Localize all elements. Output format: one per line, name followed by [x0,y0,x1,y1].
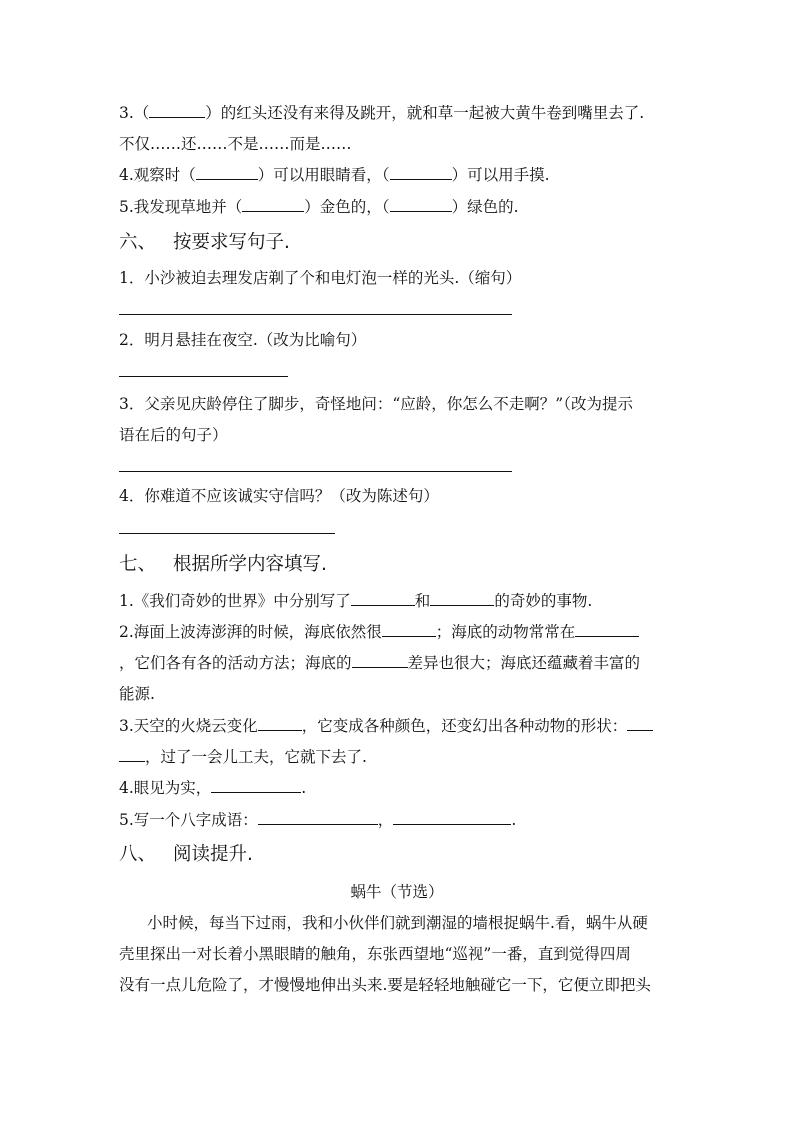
answer-blank[interactable] [382,622,436,637]
answer-blank[interactable] [575,622,639,637]
answer-blank[interactable] [258,810,378,825]
section-heading-8: 八、 阅读提升. [119,844,253,865]
word-bank: 不仅……还……不是……而是…… [119,135,352,153]
part5-question-3: 3.（ ）的红头还没有来得及跳开，就和草一起被大黄牛卷到嘴里去了. [119,104,645,122]
part6-question-2: 2．明月悬挂在夜空.（改为比喻句） [119,331,367,349]
answer-blank[interactable] [430,591,494,606]
passage-line: 没有一点儿危险了，才慢慢地伸出头来.要是轻轻地触碰它一下，它便立即把头 [119,976,651,994]
part7-question-2-line2: ，它们各有各的活动方法；海底的 差异也很大；海底还蕴藏着丰富的 [119,654,641,672]
passage-line: 小时候，每当下过雨，我和小伙伴们就到潮湿的墙根捉蜗牛.看，蜗牛从硬 [147,914,648,932]
answer-blank[interactable] [149,103,205,118]
answer-blank[interactable] [351,591,415,606]
answer-blank[interactable] [242,197,304,212]
answer-blank[interactable] [352,653,408,668]
answer-line[interactable] [119,533,335,534]
part7-question-3-line2: ，过了一会儿工夫，它就下去了. [119,747,367,767]
part7-question-2-line1: 2.海面上波涛澎湃的时候，海底依然很 ；海底的动物常常在 [119,622,639,642]
part7-question-3-line1: 3.天空的火烧云变化 ，它变成各种颜色，还变幻出各种动物的形状： [119,716,653,736]
part6-question-3-line2: 语在后的句子） [119,426,228,444]
answer-blank[interactable] [390,197,452,212]
passage-title: 蜗牛（节选） [350,883,444,901]
answer-blank[interactable] [393,810,511,825]
part6-question-3-line1: 3．父亲见庆龄停住了脚步，奇怪地问：“应龄，你怎么不走啊？”（改为提示 [119,395,633,413]
part5-question-5: 5.我发现草地并（ ）金色的，（ ）绿色的. [119,198,519,216]
section-heading-6: 六、 按要求写句子. [119,232,290,253]
answer-blank[interactable] [211,778,301,793]
section-heading-7: 七、 根据所学内容填写. [119,554,327,575]
answer-blank[interactable] [390,165,452,180]
part5-question-4: 4.观察时（ ）可以用眼睛看，（ ）可以用手摸. [119,166,550,184]
answer-line[interactable] [119,471,512,472]
part7-question-4: 4.眼见为实， . [119,779,307,797]
answer-blank[interactable] [119,747,145,762]
part7-question-5: 5.写一个八字成语： ， . [119,811,517,829]
part7-question-2-line3: 能源. [119,685,155,703]
answer-line[interactable] [119,314,512,315]
answer-blank[interactable] [627,716,653,731]
passage-line: 壳里探出一对长着小黑眼睛的触角，东张西望地“巡视”一番，直到觉得四周 [119,945,631,963]
part6-question-1: 1．小沙被迫去理发店剃了个和电灯泡一样的光头.（缩句） [119,269,522,287]
answer-blank[interactable] [258,716,302,731]
answer-blank[interactable] [196,165,258,180]
part6-question-4: 4．你难道不应该诚实守信吗？（改为陈述句） [119,487,439,505]
part7-question-1: 1.《我们奇妙的世界》中分别写了 和 的奇妙的事物. [119,592,593,610]
answer-line[interactable] [119,376,288,377]
